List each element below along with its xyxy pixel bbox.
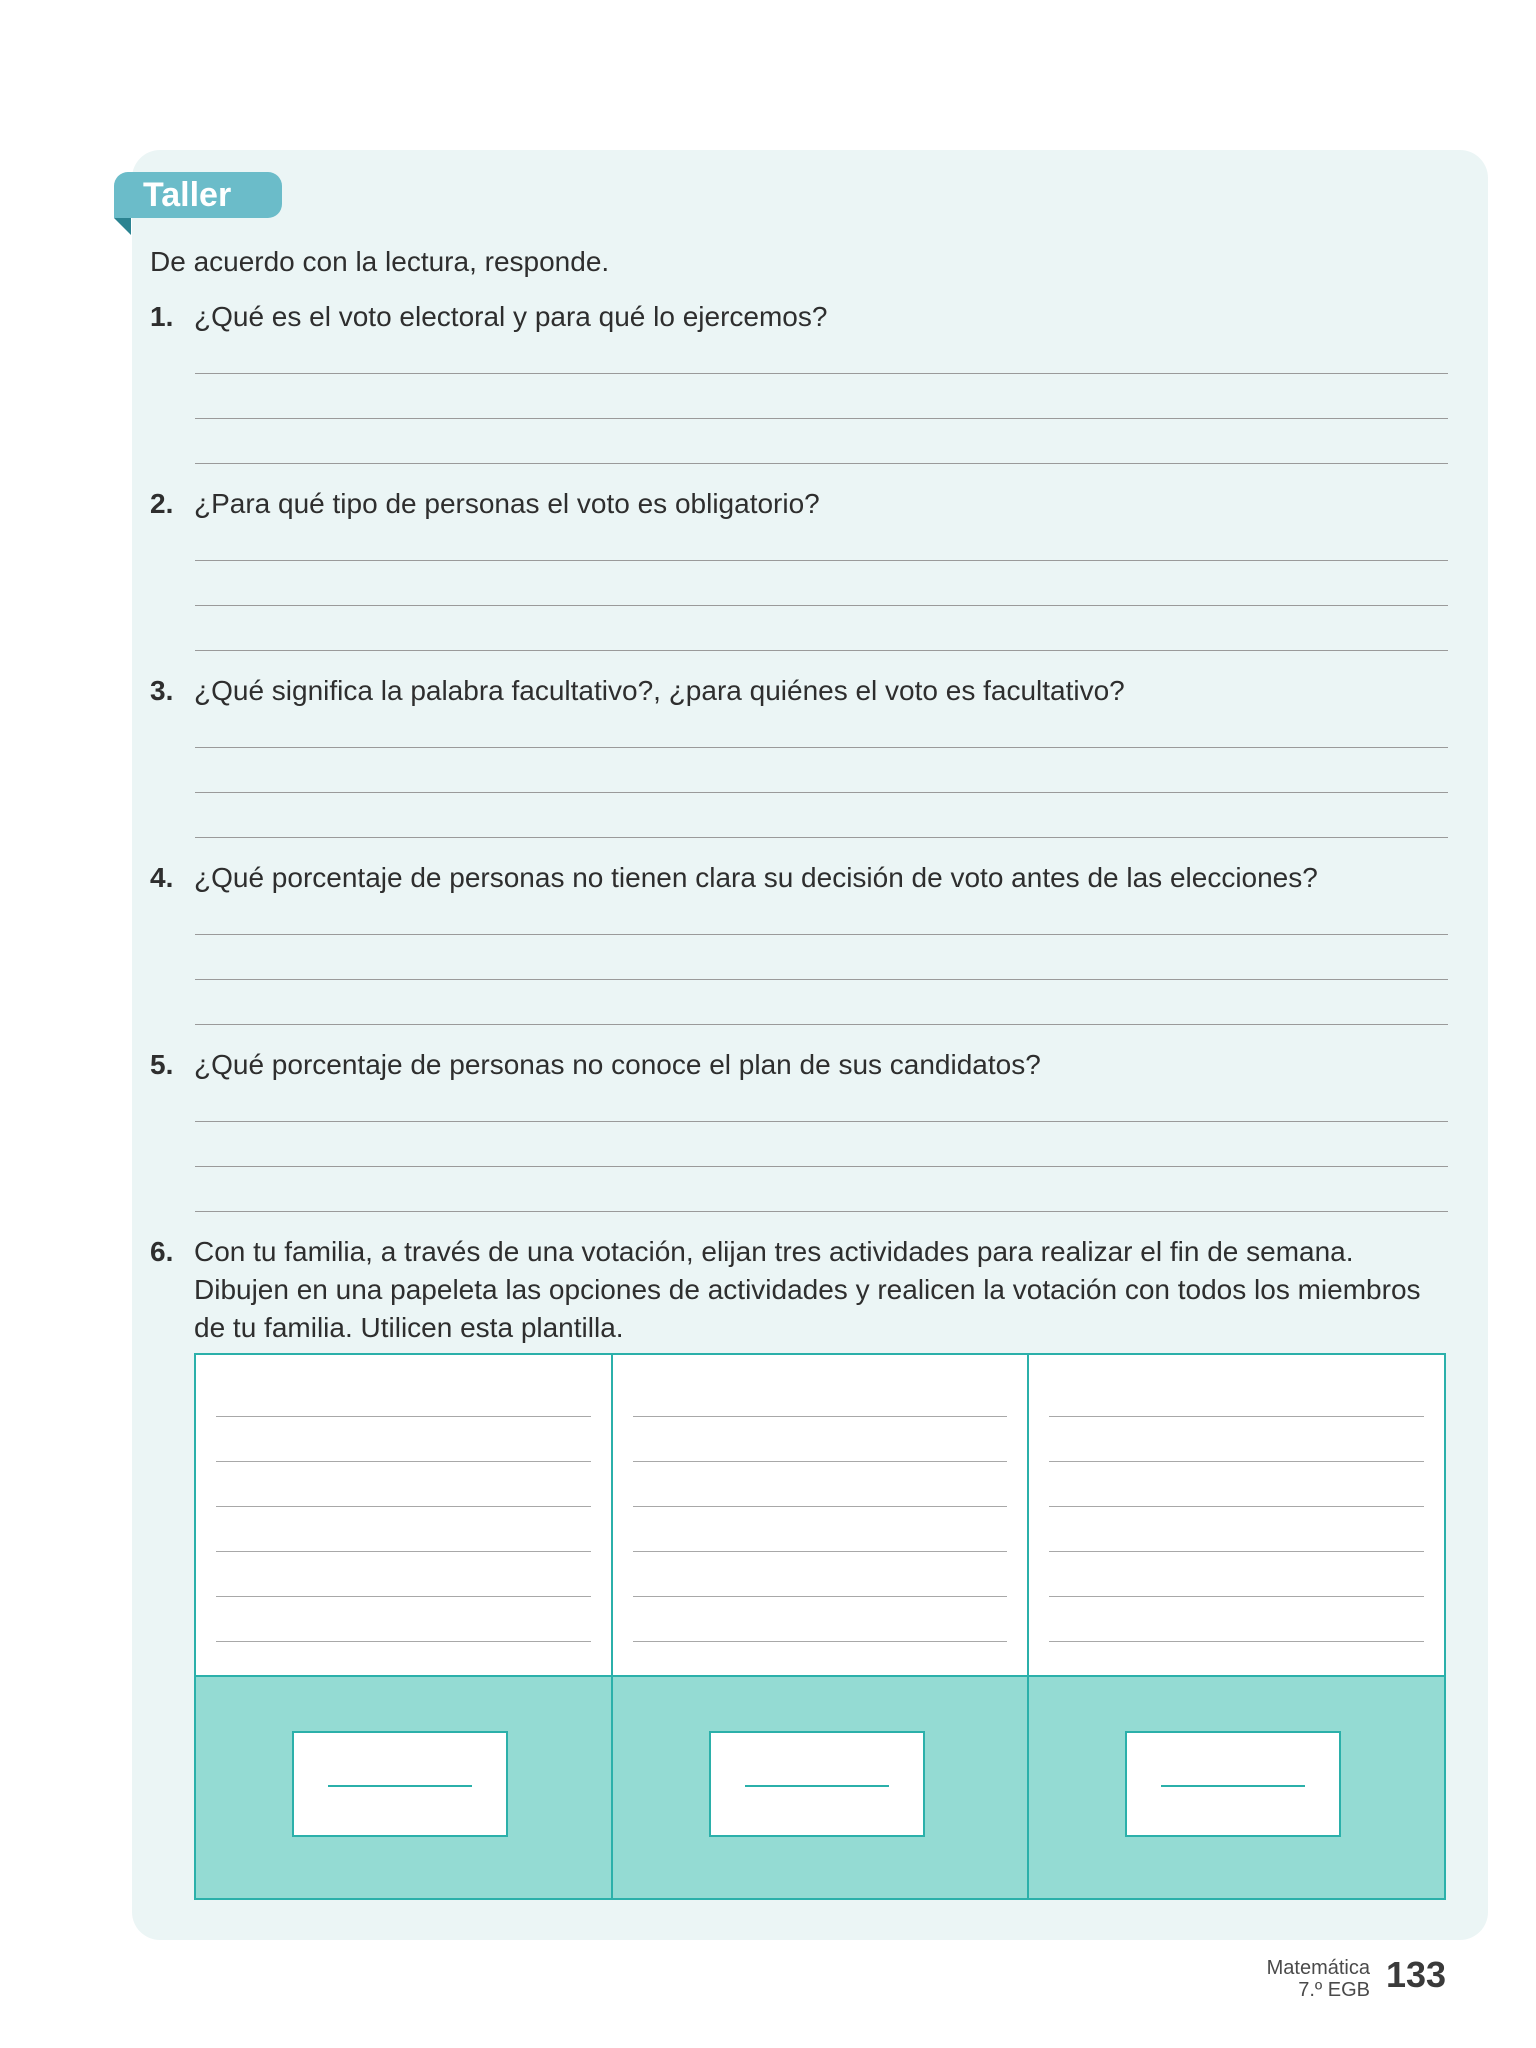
ballot-line	[1049, 1596, 1424, 1597]
instructions: De acuerdo con la lectura, responde.	[150, 246, 610, 277]
answer-line[interactable]	[195, 560, 1448, 561]
ballot-line	[216, 1416, 591, 1417]
answer-line[interactable]	[195, 1121, 1448, 1122]
ballot-line	[216, 1506, 591, 1507]
answer-line[interactable]	[195, 979, 1448, 980]
ballot-line	[633, 1641, 1008, 1642]
ballot-option-3	[1029, 1355, 1444, 1898]
ballot-drawing-area[interactable]	[1029, 1355, 1444, 1675]
answer-line[interactable]	[195, 463, 1448, 464]
ballot-line	[633, 1461, 1008, 1462]
ballot-vote-area	[1029, 1675, 1444, 1898]
question-number: 2.	[150, 488, 174, 519]
ballot-line	[216, 1596, 591, 1597]
question-text: ¿Qué porcentaje de personas no conoce el plan de sus candidatos?	[194, 1049, 1041, 1080]
question-number: 1.	[150, 301, 174, 332]
ballot-line	[1049, 1506, 1424, 1507]
question-number: 5.	[150, 1049, 174, 1080]
question-text: ¿Qué porcentaje de personas no tienen clara su decisión de voto antes de las elecciones?	[194, 862, 1318, 893]
answer-line[interactable]	[195, 934, 1448, 935]
question-text: Con tu familia, a través de una votación, elijan tres actividades para realizar el fin de semana. Dibujen en una papeleta las opciones de actividades y realicen la votación con todos los miembros de tu familia. Utilicen esta plantilla.	[194, 1236, 1421, 1343]
question-number: 6.	[150, 1236, 174, 1267]
ballot-line	[1049, 1416, 1424, 1417]
footer-subject: Matemática	[1266, 1957, 1370, 1979]
ballot-line	[1049, 1461, 1424, 1462]
vote-line	[1161, 1785, 1305, 1787]
ballot-line	[216, 1551, 591, 1552]
vote-box[interactable]	[1125, 1731, 1341, 1837]
question-number: 4.	[150, 862, 174, 893]
ballot-vote-area	[613, 1675, 1028, 1898]
answer-line[interactable]	[195, 373, 1448, 374]
question-text: ¿Qué significa la palabra facultativo?, ¿para quiénes el voto es facultativo?	[194, 675, 1125, 706]
answer-line[interactable]	[195, 418, 1448, 419]
answer-line[interactable]	[195, 837, 1448, 838]
ballot-line	[1049, 1551, 1424, 1552]
question-number: 3.	[150, 675, 174, 706]
answer-line[interactable]	[195, 1211, 1448, 1212]
ballot-line	[633, 1506, 1008, 1507]
answer-line[interactable]	[195, 605, 1448, 606]
ballot-option-2	[613, 1355, 1030, 1898]
page-number: 133	[1386, 1954, 1447, 1995]
ballot-line	[633, 1596, 1008, 1597]
footer-grade: 7.º EGB	[1298, 1979, 1370, 2001]
ballot-option-1	[196, 1355, 613, 1898]
vote-box[interactable]	[709, 1731, 925, 1837]
answer-line[interactable]	[195, 792, 1448, 793]
vote-line	[328, 1785, 472, 1787]
ballot-vote-area	[196, 1675, 611, 1898]
vote-line	[745, 1785, 889, 1787]
answer-line[interactable]	[195, 650, 1448, 651]
taller-tab: Taller	[114, 172, 282, 218]
ballot-template	[194, 1353, 1446, 1900]
ballot-line	[633, 1551, 1008, 1552]
ballot-line	[216, 1641, 591, 1642]
question-text: ¿Qué es el voto electoral y para qué lo ejercemos?	[194, 301, 828, 332]
ballot-line	[216, 1461, 591, 1462]
vote-box[interactable]	[292, 1731, 508, 1837]
ballot-drawing-area[interactable]	[196, 1355, 611, 1675]
answer-line[interactable]	[195, 1024, 1448, 1025]
ballot-drawing-area[interactable]	[613, 1355, 1028, 1675]
ballot-line	[633, 1416, 1008, 1417]
answer-line[interactable]	[195, 1166, 1448, 1167]
ballot-line	[1049, 1641, 1424, 1642]
question-text: ¿Para qué tipo de personas el voto es obligatorio?	[194, 488, 820, 519]
answer-line[interactable]	[195, 747, 1448, 748]
tab-fold-decoration	[114, 218, 131, 235]
